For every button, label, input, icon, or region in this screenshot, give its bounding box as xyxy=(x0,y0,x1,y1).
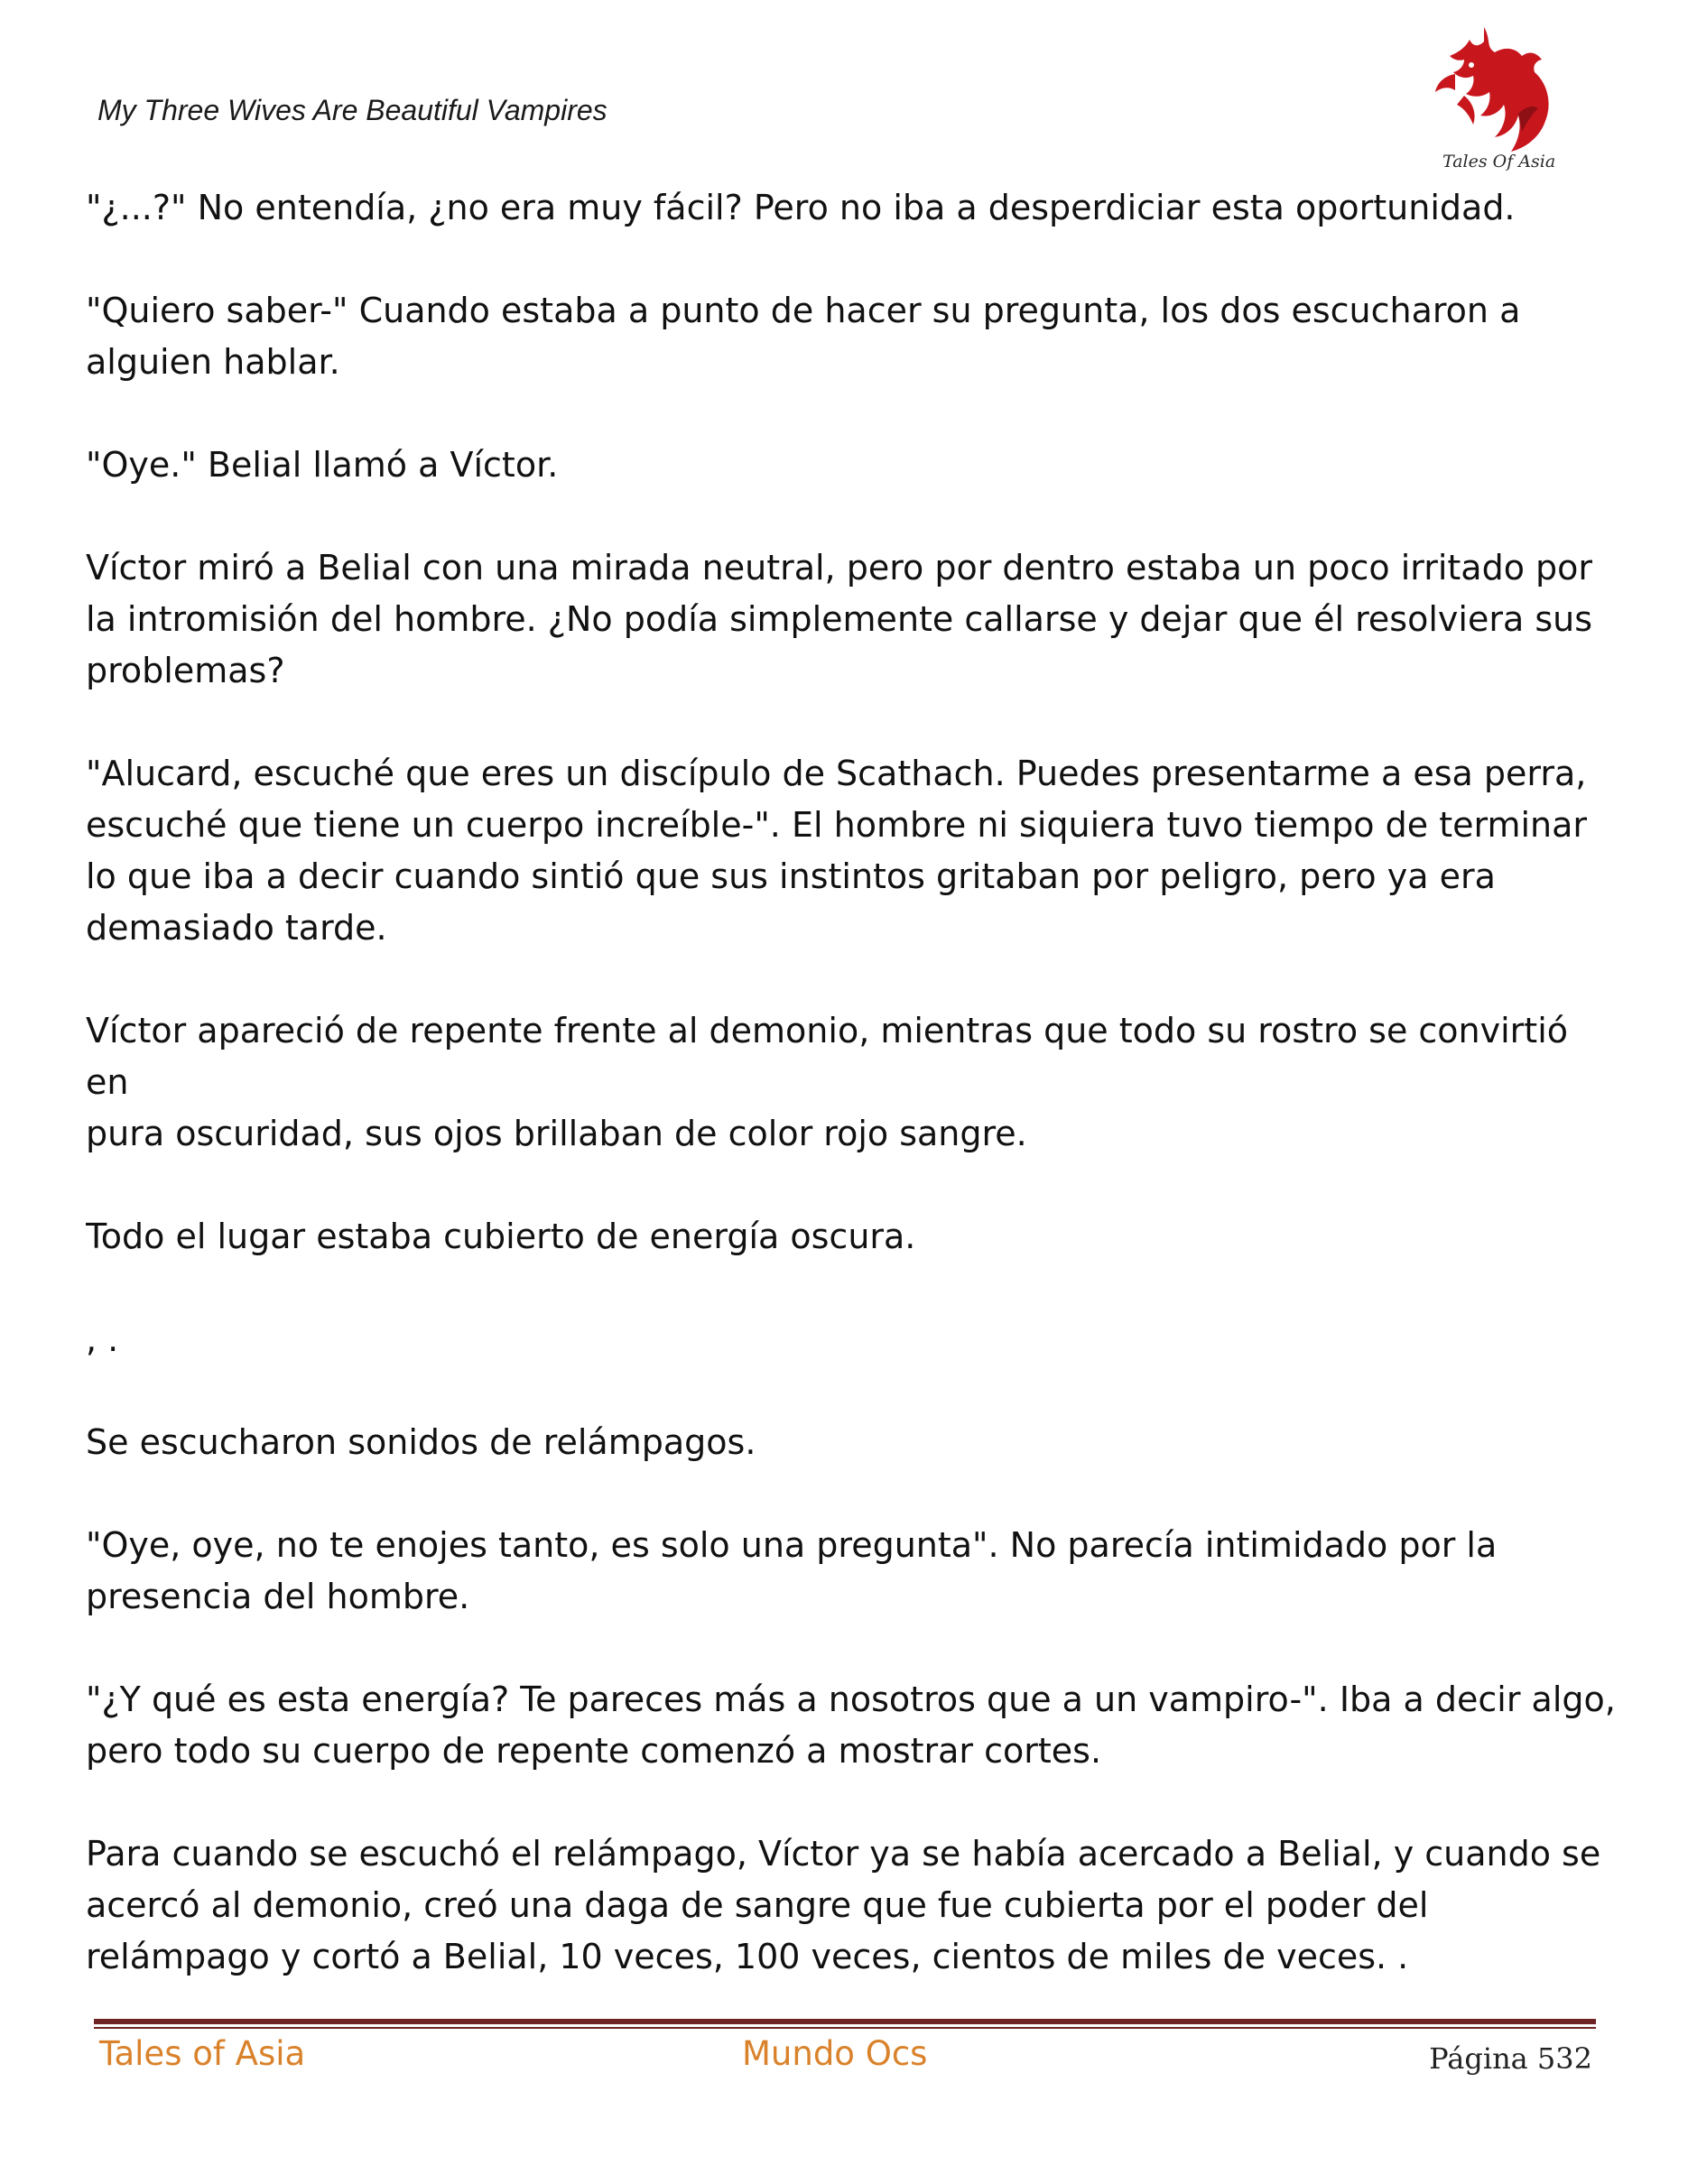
paragraph: "Oye." Belial llamó a Víctor. xyxy=(86,445,559,485)
footer-divider xyxy=(94,2019,1596,2024)
logo-text: Tales Of Asia xyxy=(1442,152,1556,171)
paragraph: "Oye, oye, no te enojes tanto, es solo una pregunta". No parecía intimidado por la presencia del hombre. xyxy=(86,1525,1498,1616)
footer-site-name: Tales of Asia xyxy=(99,2034,306,2073)
paragraph: "¿Y qué es esta energía? Te pareces más a nosotros que a un vampiro-". Iba a decir algo, pero todo su cuerpo de repente comenzó a mostrar cortes. xyxy=(86,1680,1616,1771)
paragraph: , . xyxy=(86,1319,119,1359)
paragraph: Se escucharon sonidos de relámpagos. xyxy=(86,1422,756,1462)
paragraph: Para cuando se escuchó el relámpago, Víctor ya se había acercado a Belial, y cuando se acercó al demonio, creó una daga de sangre que fue cubierta por el poder del relámpago y cortó a Belial, 10 veces, 100 veces, cientos de miles de veces. . xyxy=(86,1834,1601,1976)
paragraph: Todo el lugar estaba cubierto de energía oscura. xyxy=(86,1217,916,1256)
chapter-body xyxy=(86,182,1620,2014)
paragraph: "Alucard, escuché que eres un discípulo de Scathach. Puedes presentarme a esa perra, escuché que tiene un cuerpo increíble-". El hombre ni siquiera tuvo tiempo de terminar lo que iba a decir cuando sintió que sus instintos gritaban por peligro, pero ya era demasiado tarde. xyxy=(86,754,1588,948)
paragraph: "Quiero saber-" Cuando estaba a punto de hacer su pregunta, los dos escucharon a alguien hablar. xyxy=(86,291,1521,382)
paragraph: Víctor apareció de repente frente al demonio, mientras que todo su rostro se convirtió en pura oscuridad, sus ojos brillaban de color rojo sangre. xyxy=(86,1011,1568,1153)
footer-section-name: Mundo Ocs xyxy=(742,2034,928,2073)
paragraph: Víctor miró a Belial con una mirada neutral, pero por dentro estaba un poco irritado por la intromisión del hombre. ¿No podía simplemente callarse y dejar que él resolviera sus problemas? xyxy=(86,548,1593,690)
footer-divider-thin xyxy=(94,2027,1596,2029)
page-number: Página 532 xyxy=(1429,2041,1592,2076)
paragraph: "¿...?" No entendía, ¿no era muy fácil? Pero no iba a desperdiciar esta oportunidad. xyxy=(86,188,1516,227)
page-header-title: My Three Wives Are Beautiful Vampires xyxy=(97,94,607,126)
